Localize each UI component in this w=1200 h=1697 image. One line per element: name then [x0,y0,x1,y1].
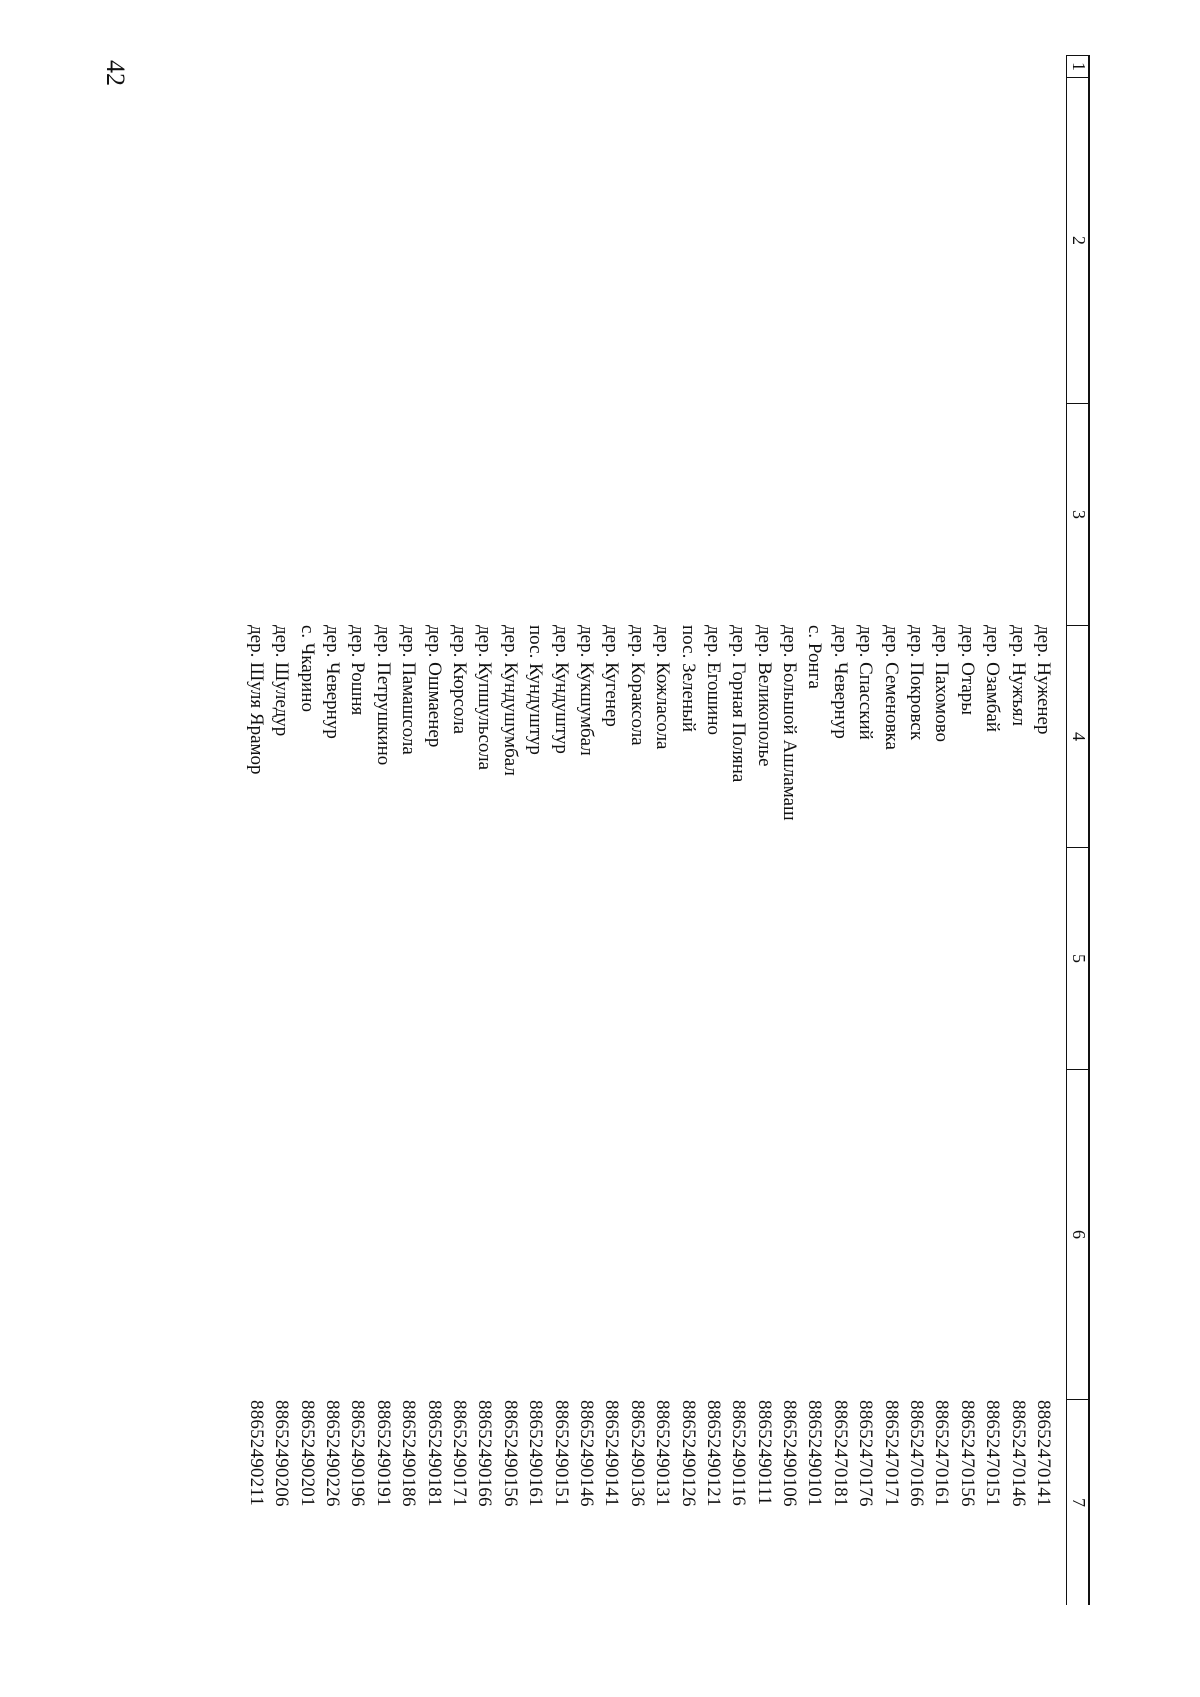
settlement-name: дер. Пахомово [931,625,953,743]
settlement-name: дер. Кундушумбал [499,625,521,776]
table-row [726,55,751,1605]
table-row [980,55,1005,1605]
settlement-code: 88652490156 [499,1400,521,1507]
table-row [777,55,802,1605]
settlement-code: 88652490226 [322,1400,344,1507]
settlement-name: с. Ронга [804,625,826,689]
settlement-name: дер. Шуля Ярамор [245,625,267,775]
settlement-code: 88652490161 [525,1400,547,1507]
settlement-table [190,55,1090,1605]
settlement-code: 88652490181 [423,1400,445,1507]
page-number: 42 [101,60,130,86]
column-header-3: 3 [1067,403,1090,625]
table-row [447,55,472,1605]
table-row [599,55,624,1605]
table-row [370,55,395,1605]
table-row [472,55,497,1605]
table-row [675,55,700,1605]
settlement-code: 88652490116 [728,1400,750,1506]
table-row [929,55,954,1605]
settlement-code: 88652490146 [575,1400,597,1507]
settlement-name: дер. Великополье [753,625,775,767]
table-row [701,55,726,1605]
settlement-code: 88652490186 [398,1400,420,1507]
settlement-code: 88652490101 [804,1400,826,1507]
settlement-code: 88652490191 [372,1400,394,1507]
settlement-code: 88652490121 [702,1400,724,1507]
settlement-name: дер. Чевернур [829,625,851,739]
settlement-name: дер. Купшульсола [474,625,496,771]
table-row [1031,55,1056,1605]
settlement-name: дер. Шуледур [271,625,293,737]
settlement-code: 88652490166 [474,1400,496,1507]
settlement-code: 88652470146 [1007,1400,1029,1507]
settlement-code: 88652490111 [753,1400,775,1506]
column-header-4: 4 [1067,625,1090,847]
settlement-name: дер. Покровск [906,625,928,741]
settlement-code: 88652470176 [855,1400,877,1507]
settlement-code: 88652470151 [982,1400,1004,1507]
column-header-6: 6 [1067,1069,1090,1399]
settlement-name: дер. Нуженер [1033,625,1054,735]
table-row [827,55,852,1605]
settlement-name: дер. Кораксола [626,625,648,746]
settlement-name: дер. Большой Ашламаш [779,625,801,821]
table-row [751,55,776,1605]
column-header-1: 1 [1067,55,1090,77]
settlement-name: дер. Ошмаенер [423,625,445,748]
table-row [548,55,573,1605]
settlement-code: 88652470156 [956,1400,978,1507]
settlement-code: 88652490206 [271,1400,293,1507]
table-row [497,55,522,1605]
table-row [904,55,929,1605]
table-row [954,55,979,1605]
settlement-code: 88652490201 [296,1400,318,1507]
table-row [244,55,269,1605]
table-row [650,55,675,1605]
column-header-2: 2 [1067,77,1090,403]
settlement-name: дер. Кукшумбал [575,625,597,756]
settlement-code: 88652490131 [652,1400,674,1507]
settlement-code: 88652470171 [880,1400,902,1507]
table-row [421,55,446,1605]
settlement-code: 88652490171 [449,1400,471,1507]
settlement-code: 88652470166 [906,1400,928,1507]
table-row [294,55,319,1605]
settlement-code: 88652470161 [931,1400,953,1507]
settlement-name: дер. Петрушкино [372,625,394,766]
table-row [269,55,294,1605]
settlement-code: 88652490141 [601,1400,623,1507]
settlement-name: с. Чкарино [296,625,318,712]
table-row [523,55,548,1605]
settlement-code: 88652490136 [626,1400,648,1507]
settlement-name: дер. Чевернур [322,625,344,739]
settlement-name: дер. Егошино [702,625,724,735]
settlement-name: дер. Горная Поляна [728,625,750,783]
settlement-code: 88652490211 [245,1400,267,1506]
settlement-code: 88652490151 [550,1400,572,1507]
table-row [345,55,370,1605]
settlement-name: пос. Кундуштур [525,625,547,755]
table-body [244,55,1057,1605]
settlement-code: 88652490196 [347,1400,369,1507]
settlement-code: 88652470141 [1033,1400,1054,1507]
settlement-name: дер. Кугенер [601,625,623,727]
column-header-5: 5 [1067,847,1090,1069]
table-row [624,55,649,1605]
settlement-name: дер. Отары [956,625,978,716]
table-row [1005,55,1030,1605]
settlement-code: 88652490126 [677,1400,699,1507]
settlement-code: 88652470181 [829,1400,851,1507]
column-header-7: 7 [1067,1399,1090,1605]
settlement-name: дер. Озамбай [982,625,1004,733]
table-row [853,55,878,1605]
settlement-name: дер. Кюрсола [449,625,471,735]
settlement-name: дер. Кундуштур [550,625,572,754]
settlement-name: дер. Кожласола [652,625,674,750]
settlement-name: дер. Спасский [855,625,877,740]
settlement-code: 88652490106 [779,1400,801,1507]
settlement-name: пос. Зеленый [677,625,699,733]
settlement-name: дер. Нужъял [1007,625,1029,726]
settlement-name: дер. Памашсола [398,625,420,755]
settlement-name: дер. Рошня [347,625,369,716]
settlement-name: дер. Семеновка [880,625,902,750]
table-row [320,55,345,1605]
table-row [396,55,421,1605]
table-row [574,55,599,1605]
table-row [802,55,827,1605]
table-row [878,55,903,1605]
